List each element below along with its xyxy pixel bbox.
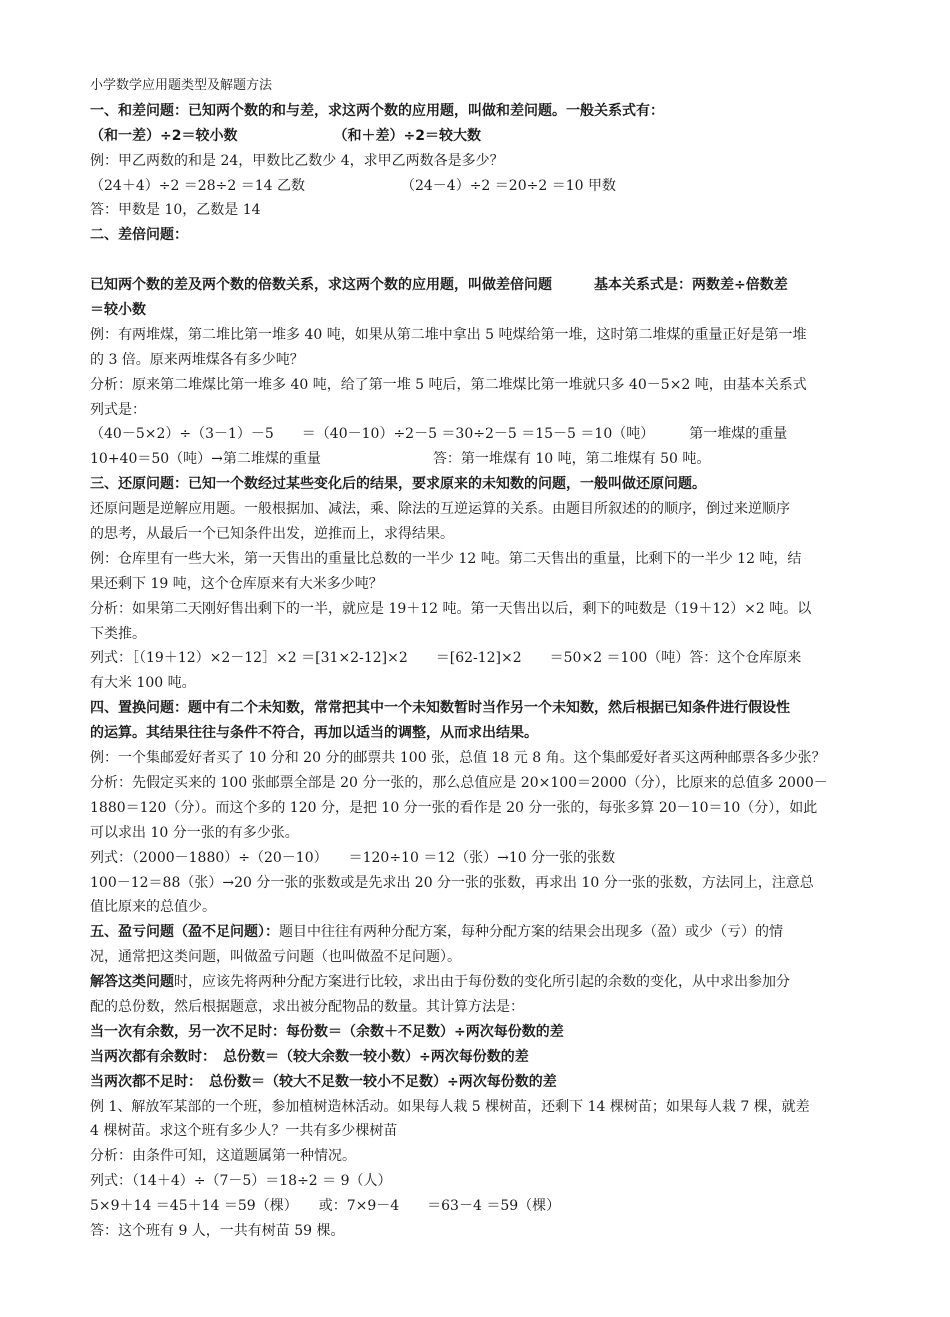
blank-line: [90, 248, 865, 273]
section5-rule1: 当一次有余数，另一次不足时：每份数＝（余数＋不足数）÷两次每份数的差: [90, 1023, 564, 1040]
section4-calc-line3: 值比原来的总值少。: [90, 899, 216, 916]
section2-calc-line2: 10+40＝50（吨）→第二堆煤的重量 答：第一堆煤有 10 吨，第二堆煤有 50 吨。: [90, 451, 711, 468]
section4-calc-line1: 列式：（2000－1880）÷（20－10） ＝120÷10 ＝12（张）→10 分一张的张数: [90, 849, 616, 866]
section3-example-line1: 例：仓库里有一些大米，第一天售出的重量比总数的一半少 12 吨。第二天售出的重量，比剩下的一半少 12 吨，结: [90, 550, 802, 567]
section2-analysis-line1: 分析：原来第二堆煤比第一堆多 40 吨，给了第一堆 5 吨后，第二堆煤比第一堆就只多 40－5×2 吨，由基本关系式: [90, 376, 807, 393]
section1-calc-a: （24＋4）÷2 ＝28÷2 ＝14 乙数: [90, 177, 305, 194]
section1-answer: 答：甲数是 10，乙数是 14: [90, 202, 261, 219]
section4-heading-line2: 的运算。其结果往往与条件不符合，再加以适当的调整，从而求出结果。: [90, 725, 538, 742]
section1-calc-b: （24－4）÷2 ＝20÷2 ＝10 甲数: [400, 177, 616, 194]
section4-heading-line1: 四、置换问题：题中有二个未知数，常常把其中一个未知数暂时当作另一个未知数，然后根据已知条件进行假设性: [90, 700, 790, 717]
section2-example-line2: 的 3 倍。原来两堆煤各有多少吨？: [90, 351, 304, 368]
section3-analysis-line1: 分析：如果第二天刚好售出剩下的一半，就应是 19＋12 吨。第一天售出以后，剩下的吨数是（19＋12）×2 吨。以: [90, 600, 812, 617]
section1-formula-a: （和一差）÷2＝较小数: [90, 127, 238, 144]
section5-solve: [90, 970, 865, 995]
section5-rule2: 当两次都有余数时： 总份数＝（较大余数一较小数）÷两次每份数的差: [90, 1048, 529, 1065]
section5-heading-line2: 况，通常把这类问题，叫做盈亏问题（也叫做盈不足问题）。: [90, 949, 461, 966]
section4-analysis-line3: 可以求出 10 分一张的有多少张。: [90, 824, 299, 841]
section2-example-line1: 例：有两堆煤，第二堆比第一堆多 40 吨，如果从第二堆中拿出 5 吨煤给第一堆，这时第二堆煤的重量正好是第一堆: [90, 326, 807, 343]
section1-formulas: [90, 124, 865, 149]
section2-calc-line1: （40－5×2）÷（3－1）－5 ＝（40－10）÷2－5 ＝30÷2－5 ＝15－5 ＝10（吨） 第一堆煤的重量: [90, 426, 788, 443]
section1-example: 例：甲乙两数的和是 24，甲数比乙数少 4，求甲乙两数各是多少？: [90, 152, 504, 169]
document-page: [90, 74, 865, 1244]
section5-example-line1: 例 1、解放军某部的一个班，参加植树造林活动。如果每人栽 5 棵树苗，还剩下 14 棵树苗；如果每人栽 7 棵，就差: [90, 1098, 810, 1115]
section2-analysis-line2: 列式是：: [90, 401, 146, 418]
section3-calc-line1: 列式：［（19＋12）×2－12］×2 ＝[31×2-12]×2 ＝[62-12]×2 ＝50×2 ＝100（吨）答：这个仓库原来: [90, 650, 802, 667]
section5-heading: [90, 920, 865, 945]
section4-analysis-line2: 1880＝120（分）。而这个多的 120 分，是把 10 分一张的看作是 20 分一张的，每张多算 20－10＝10（分），如此: [90, 799, 818, 816]
section3-desc-line1: 还原问题是逆解应用题。一般根据加、减法，乘、除法的互逆运算的关系。由题目所叙述的的顺序，倒过来逆顺序: [90, 501, 790, 518]
section5-solve-line2: 配的总份数，然后根据题意，求出被分配物品的数量。其计算方法是：: [90, 998, 524, 1015]
section3-heading: 三、还原问题：已知一个数经过某些变化后的结果，要求原来的未知数的问题，一般叫做还原问题。: [90, 476, 706, 493]
section4-example: 例：一个集邮爱好者买了 10 分和 20 分的邮票共 100 张，总值 18 元 8 角。这个集邮爱好者买这两种邮票各多少张？: [90, 750, 826, 767]
section5-heading-rest: 题目中往往有两种分配方案，每种分配方案的结果会出现多（盈）或少（亏）的情: [279, 924, 783, 941]
section2-desc-line1: 已知两个数的差及两个数的倍数关系，求这两个数的应用题，叫做差倍问题 基本关系式是：两数差÷倍数差: [90, 277, 788, 294]
section5-heading-bold: 五、盈亏问题（盈不足问题）：: [90, 924, 279, 941]
section5-calc-line1: 列式：（14＋4）÷（7－5）＝18÷2 ＝ 9（人）: [90, 1173, 392, 1190]
section2-heading: 二、差倍问题：: [90, 227, 188, 244]
section5-example-line2: 4 棵树苗。求这个班有多少人？一共有多少棵树苗: [90, 1123, 398, 1140]
section1-calcs: [90, 174, 865, 199]
section3-analysis-line2: 下类推。: [90, 625, 146, 642]
section5-rule3: 当两次都不足时： 总份数＝（较大不足数一较小不足数）÷两次每份数的差: [90, 1073, 557, 1090]
section1-heading: 一、和差问题：已知两个数的和与差，求这两个数的应用题，叫做和差问题。一般关系式有：: [90, 102, 664, 119]
section3-desc-line2: 的思考，从最后一个已知条件出发，逆推而上，求得结果。: [90, 526, 454, 543]
section2-desc-line2: ＝较小数: [90, 302, 146, 319]
section3-calc-line2: 有大米 100 吨。: [90, 675, 196, 692]
section5-solve-rest: 时，应该先将两种分配方案进行比较，求出由于每份数的变化所引起的余数的变化，从中求出参加分: [174, 974, 790, 991]
section3-example-line2: 果还剩下 19 吨，这个仓库原来有大米多少吨？: [90, 575, 383, 592]
section5-analysis: 分析：由条件可知，这道题属第一种情况。: [90, 1148, 356, 1165]
document-title: 小学数学应用题类型及解题方法: [90, 78, 273, 93]
section5-calc-line2: 5×9＋14 ＝45＋14 ＝59（棵） 或：7×9－4 ＝63－4 ＝59（棵）: [90, 1198, 561, 1215]
section4-calc-line2: 100－12＝88（张）→20 分一张的张数或是先求出 20 分一张的张数，再求出 10 分一张的张数，方法同上，注意总: [90, 874, 814, 891]
section4-analysis-line1: 分析：先假定买来的 100 张邮票全部是 20 分一张的，那么总值应是 20×100＝2000（分），比原来的总值多 2000－: [90, 774, 828, 791]
section5-answer: 答：这个班有 9 人，一共有树苗 59 棵。: [90, 1222, 345, 1239]
section1-formula-b: （和＋差）÷2＝较大数: [333, 127, 481, 144]
section5-solve-bold: 解答这类问题: [90, 974, 174, 991]
